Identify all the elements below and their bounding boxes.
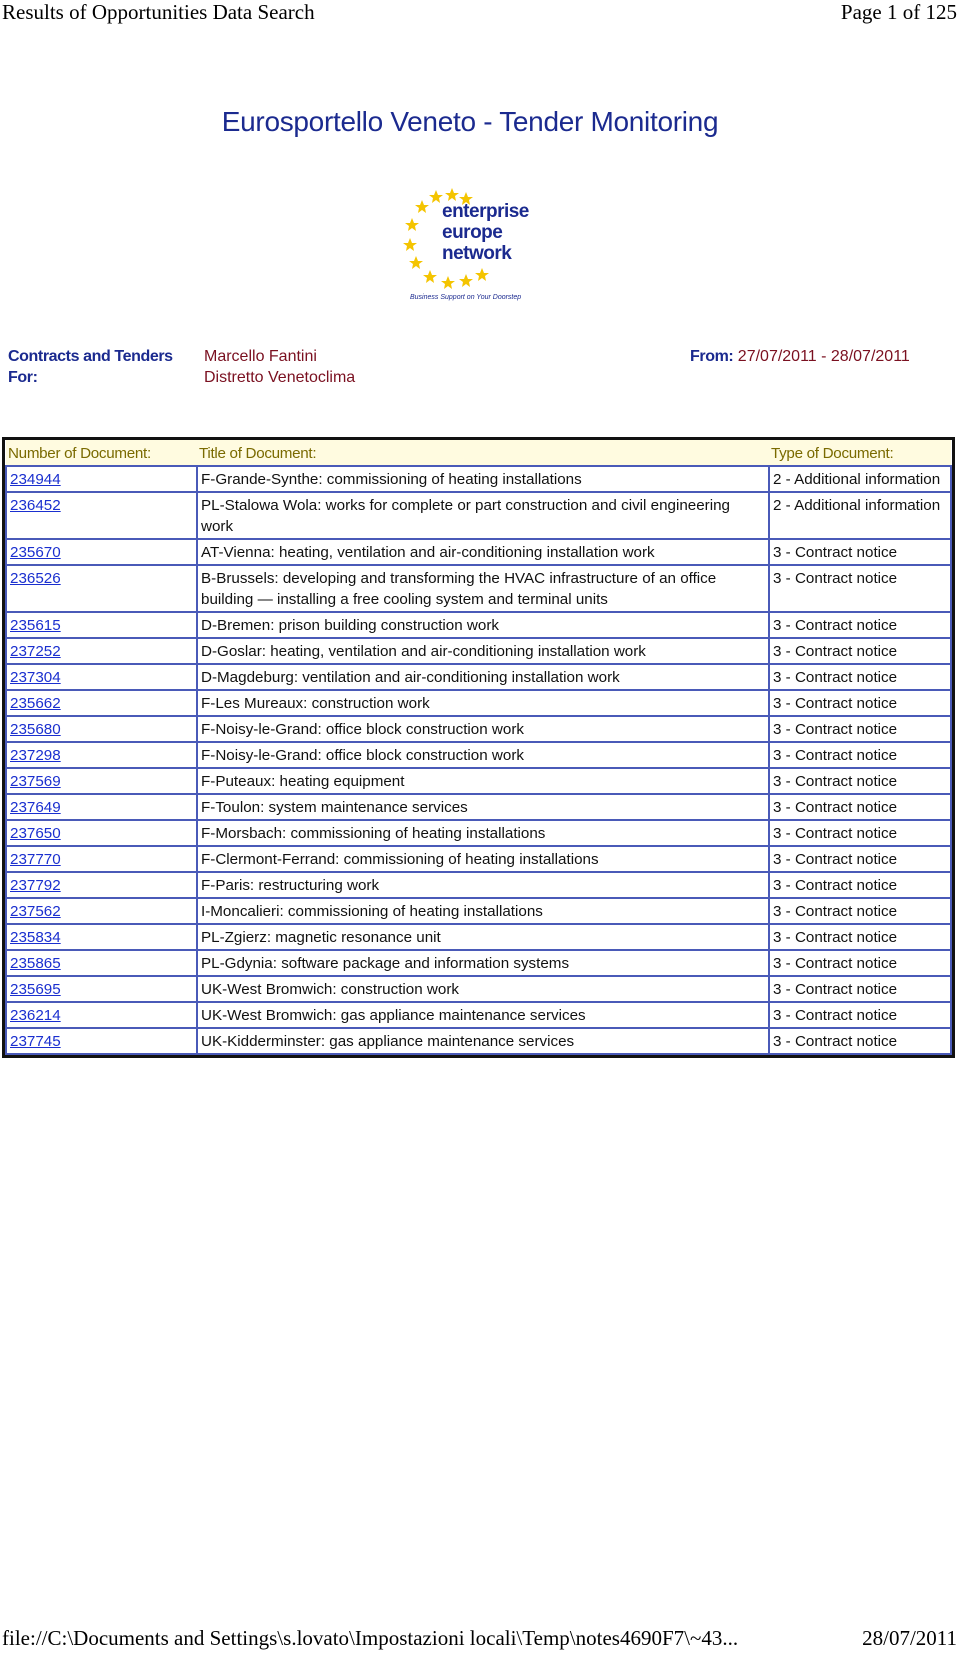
document-type-cell: 2 - Additional information <box>769 466 951 492</box>
table-row <box>6 492 951 539</box>
document-number-cell <box>6 872 197 898</box>
from-value: 27/07/2011 - 28/07/2011 <box>737 348 910 365</box>
table-row <box>6 846 951 872</box>
table-row <box>6 690 951 716</box>
document-number-link[interactable]: 235865 <box>10 955 61 972</box>
document-number-cell <box>6 1002 197 1028</box>
document-number-cell <box>6 664 197 690</box>
document-number-cell <box>6 466 197 492</box>
document-number-link[interactable]: 234944 <box>10 471 61 488</box>
document-number-cell <box>6 1028 197 1054</box>
document-title-cell: F-Paris: restructuring work <box>197 872 769 898</box>
document-type-cell: 3 - Contract notice <box>769 742 951 768</box>
document-type-cell: 3 - Contract notice <box>769 539 951 565</box>
print-date: 28/07/2011 <box>862 1626 957 1650</box>
document-type-cell: 2 - Additional information <box>769 492 951 539</box>
table-row <box>6 466 951 492</box>
document-number-cell <box>6 539 197 565</box>
table-row <box>6 742 951 768</box>
from-label: From: <box>690 348 734 365</box>
table-row <box>6 794 951 820</box>
contracts-label: Contracts and Tenders <box>8 348 173 365</box>
document-type-cell: 3 - Contract notice <box>769 638 951 664</box>
document-number-link[interactable]: 237569 <box>10 773 61 790</box>
table-row <box>6 924 951 950</box>
document-type-cell: 3 - Contract notice <box>769 768 951 794</box>
document-number-link[interactable]: 237770 <box>10 851 61 868</box>
document-title-cell: AT-Vienna: heating, ventilation and air-conditioning installation work <box>197 539 769 565</box>
enterprise-europe-network-logo <box>402 188 542 306</box>
page-counter: Page 1 of 125 <box>840 0 957 24</box>
column-header-type: Type of Document: <box>769 440 951 466</box>
document-number-cell <box>6 950 197 976</box>
column-header-title: Title of Document: <box>197 440 769 466</box>
document-number-link[interactable]: 236526 <box>10 570 61 587</box>
table-row <box>6 539 951 565</box>
document-number-link[interactable]: 236214 <box>10 1007 61 1024</box>
tenders-table <box>2 437 955 1058</box>
logo-tagline: Business Support on Your Doorstep <box>410 294 522 301</box>
table-row <box>6 638 951 664</box>
document-number-link[interactable]: 235662 <box>10 695 61 712</box>
document-number-cell <box>6 492 197 539</box>
document-type-cell: 3 - Contract notice <box>769 976 951 1002</box>
document-number-link[interactable]: 235670 <box>10 544 61 561</box>
document-type-cell: 3 - Contract notice <box>769 924 951 950</box>
document-type-cell: 3 - Contract notice <box>769 846 951 872</box>
document-number-link[interactable]: 237562 <box>10 903 61 920</box>
document-number-link[interactable]: 236452 <box>10 497 61 514</box>
document-type-cell: 3 - Contract notice <box>769 716 951 742</box>
document-number-cell <box>6 565 197 612</box>
document-type-cell: 3 - Contract notice <box>769 690 951 716</box>
table-row <box>6 716 951 742</box>
document-number-link[interactable]: 237649 <box>10 799 61 816</box>
document-number-cell <box>6 846 197 872</box>
file-path: file://C:\Documents and Settings\s.lovato\Impostazioni locali\Temp\notes4690F7\~43... <box>2 1626 739 1650</box>
document-title-cell: D-Magdeburg: ventilation and air-conditioning installation work <box>197 664 769 690</box>
document-number-link[interactable]: 237745 <box>10 1033 61 1050</box>
table-header-row <box>6 440 951 466</box>
document-type-cell: 3 - Contract notice <box>769 950 951 976</box>
document-title-cell: F-Noisy-le-Grand: office block construction work <box>197 742 769 768</box>
document-type-cell: 3 - Contract notice <box>769 820 951 846</box>
document-number-cell <box>6 898 197 924</box>
page-title: Eurosportello Veneto - Tender Monitoring <box>221 106 719 137</box>
document-number-link[interactable]: 237792 <box>10 877 61 894</box>
for-label: For: <box>8 369 38 386</box>
document-title-cell: F-Morsbach: commissioning of heating installations <box>197 820 769 846</box>
document-type-cell: 3 - Contract notice <box>769 898 951 924</box>
table-row <box>6 664 951 690</box>
document-title-cell: F-Les Mureaux: construction work <box>197 690 769 716</box>
date-range <box>690 346 910 367</box>
document-type-cell: 3 - Contract notice <box>769 1002 951 1028</box>
document-number-cell <box>6 976 197 1002</box>
table-row <box>6 768 951 794</box>
document-title-cell: I-Moncalieri: commissioning of heating installations <box>197 898 769 924</box>
document-type-cell: 3 - Contract notice <box>769 612 951 638</box>
document-number-link[interactable]: 235695 <box>10 981 61 998</box>
document-title-cell: D-Goslar: heating, ventilation and air-conditioning installation work <box>197 638 769 664</box>
contracts-label-block <box>8 346 173 388</box>
document-type-cell: 3 - Contract notice <box>769 794 951 820</box>
document-number-link[interactable]: 235615 <box>10 617 61 634</box>
document-number-cell <box>6 612 197 638</box>
document-number-link[interactable]: 235834 <box>10 929 61 946</box>
document-type-cell: 3 - Contract notice <box>769 664 951 690</box>
table-row <box>6 898 951 924</box>
document-type-cell: 3 - Contract notice <box>769 565 951 612</box>
document-number-cell <box>6 742 197 768</box>
document-number-cell <box>6 638 197 664</box>
table-row <box>6 1002 951 1028</box>
document-title-cell: PL-Gdynia: software package and information systems <box>197 950 769 976</box>
document-number-cell <box>6 690 197 716</box>
document-title-cell: PL-Stalowa Wola: works for complete or part construction and civil engineering work <box>197 492 769 539</box>
logo-word-1: enterprise <box>442 201 529 222</box>
document-number-cell <box>6 924 197 950</box>
document-title-cell: D-Bremen: prison building construction work <box>197 612 769 638</box>
document-number-cell <box>6 794 197 820</box>
document-title-cell: UK-West Bromwich: construction work <box>197 976 769 1002</box>
print-header <box>0 0 960 26</box>
document-type-cell: 3 - Contract notice <box>769 1028 951 1054</box>
logo-word-3: network <box>442 243 512 264</box>
document-number-link[interactable]: 237304 <box>10 669 61 686</box>
recipient-org: Distretto Venetoclima <box>204 369 356 386</box>
document-title-cell: F-Puteaux: heating equipment <box>197 768 769 794</box>
document-number-cell <box>6 820 197 846</box>
document-number-link[interactable]: 237650 <box>10 825 61 842</box>
logo-word-2: europe <box>442 222 503 243</box>
document-number-cell <box>6 716 197 742</box>
document-number-link[interactable]: 237298 <box>10 747 61 764</box>
document-number-cell <box>6 768 197 794</box>
table-row <box>6 820 951 846</box>
document-title-cell: F-Clermont-Ferrand: commissioning of heating installations <box>197 846 769 872</box>
column-header-number: Number of Document: <box>6 440 197 466</box>
document-title-cell: PL-Zgierz: magnetic resonance unit <box>197 924 769 950</box>
document-number-link[interactable]: 235680 <box>10 721 61 738</box>
table-row <box>6 1028 951 1054</box>
recipient-block <box>204 346 355 388</box>
table-row <box>6 950 951 976</box>
document-title-cell: F-Noisy-le-Grand: office block construction work <box>197 716 769 742</box>
document-title-cell: F-Toulon: system maintenance services <box>197 794 769 820</box>
table-row <box>6 976 951 1002</box>
print-header-title: Results of Opportunities Data Search <box>2 0 315 24</box>
document-type-cell: 3 - Contract notice <box>769 872 951 898</box>
table-row <box>6 612 951 638</box>
table-row <box>6 872 951 898</box>
document-title-cell: UK-West Bromwich: gas appliance maintenance services <box>197 1002 769 1028</box>
recipient-name: Marcello Fantini <box>204 348 317 365</box>
document-title-cell: F-Grande-Synthe: commissioning of heating installations <box>197 466 769 492</box>
document-number-link[interactable]: 237252 <box>10 643 61 660</box>
document-title-cell: B-Brussels: developing and transforming the HVAC infrastructure of an office building — installing a free cooling system and terminal units <box>197 565 769 612</box>
table-row <box>6 565 951 612</box>
document-title-cell: UK-Kidderminster: gas appliance maintenance services <box>197 1028 769 1054</box>
print-footer <box>0 1626 960 1652</box>
